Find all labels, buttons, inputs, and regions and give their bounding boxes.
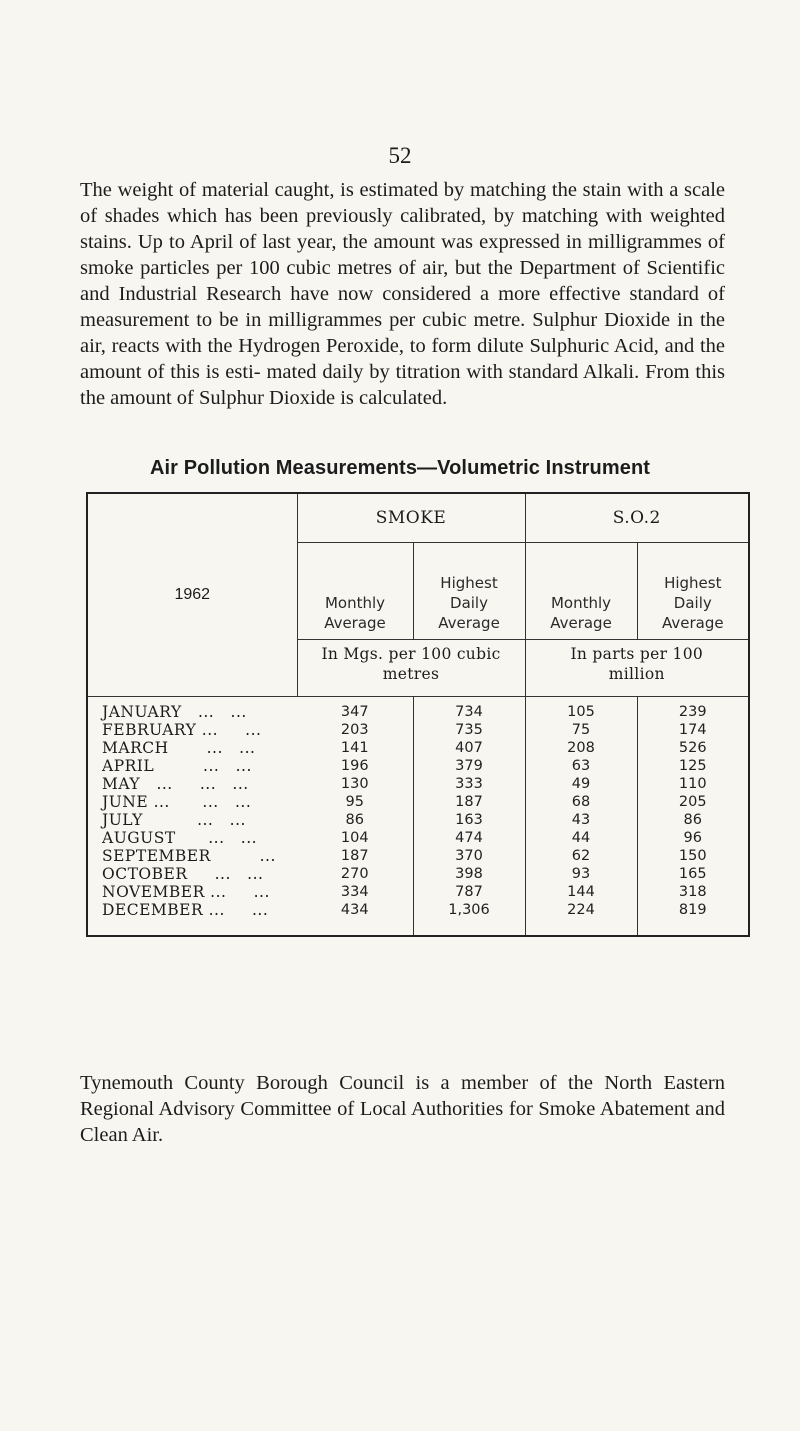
so2-highest-cell: 110 — [637, 775, 749, 793]
table-title: Air Pollution Measurements—Volumetric Instrument — [149, 457, 651, 479]
so2-monthly-cell: 43 — [525, 811, 637, 829]
month-cell: AUGUST ... ... — [102, 829, 258, 847]
smoke-monthly-cell: 434 — [340, 902, 369, 918]
so2-monthly-cell: 49 — [525, 775, 637, 793]
table-row — [87, 757, 749, 775]
smoke-highest-cell: 398 — [413, 865, 525, 883]
so2-highest-cell: 86 — [637, 811, 749, 829]
table-row — [87, 901, 749, 936]
smoke-highest-cell: 187 — [413, 793, 525, 811]
table-row — [87, 829, 749, 847]
table-row — [87, 883, 749, 901]
smoke-header: SMOKE — [297, 493, 525, 543]
smoke-monthly-cell: 141 — [340, 740, 369, 756]
table-row — [87, 865, 749, 883]
smoke-highest-cell: 370 — [413, 847, 525, 865]
smoke-highest-cell: 787 — [413, 883, 525, 901]
air-pollution-table — [86, 492, 750, 937]
month-cell: SEPTEMBER ... — [102, 847, 276, 865]
smoke-monthly-cell: 86 — [345, 812, 364, 828]
month-cell: JANUARY ... ... — [102, 703, 247, 721]
smoke-monthly-cell: 347 — [340, 704, 369, 720]
month-cell: JULY ... ... — [102, 811, 246, 829]
smoke-monthly-cell: 104 — [340, 830, 369, 846]
table-row — [87, 775, 749, 793]
so2-monthly-cell: 75 — [525, 721, 637, 739]
smoke-highest-daily-average-header: Highest Daily Average — [413, 543, 525, 640]
smoke-monthly-cell: 203 — [340, 722, 369, 738]
so2-monthly-cell: 93 — [525, 865, 637, 883]
month-cell: MARCH ... ... — [102, 739, 256, 757]
table-row — [87, 793, 749, 811]
so2-highest-cell: 125 — [637, 757, 749, 775]
smoke-monthly-average-header: Monthly Average — [297, 543, 413, 640]
smoke-monthly-cell: 95 — [345, 794, 364, 810]
so2-header: S.O.2 — [525, 493, 749, 543]
table-row — [87, 739, 749, 757]
so2-highest-cell: 819 — [637, 901, 749, 936]
so2-highest-cell: 96 — [637, 829, 749, 847]
so2-monthly-cell: 105 — [525, 697, 637, 722]
smoke-highest-cell: 1,306 — [413, 901, 525, 936]
so2-highest-cell: 174 — [637, 721, 749, 739]
smoke-highest-cell: 163 — [413, 811, 525, 829]
so2-monthly-cell: 44 — [525, 829, 637, 847]
smoke-highest-cell: 379 — [413, 757, 525, 775]
smoke-highest-cell: 735 — [413, 721, 525, 739]
so2-monthly-average-header: Monthly Average — [525, 543, 637, 640]
so2-monthly-cell: 144 — [525, 883, 637, 901]
smoke-unit-header: In Mgs. per 100 cubic metres — [297, 640, 525, 697]
so2-highest-cell: 150 — [637, 847, 749, 865]
so2-highest-cell: 165 — [637, 865, 749, 883]
so2-monthly-cell: 62 — [525, 847, 637, 865]
table-row — [87, 697, 749, 722]
month-cell: JUNE ... ... ... — [102, 793, 252, 811]
smoke-highest-cell: 333 — [413, 775, 525, 793]
smoke-monthly-cell: 334 — [340, 884, 369, 900]
smoke-highest-cell: 474 — [413, 829, 525, 847]
smoke-highest-cell: 407 — [413, 739, 525, 757]
month-cell: FEBRUARY ... ... — [102, 721, 262, 739]
so2-monthly-cell: 224 — [525, 901, 637, 936]
so2-unit-header: In parts per 100 million — [525, 640, 749, 697]
so2-monthly-cell: 208 — [525, 739, 637, 757]
so2-highest-daily-average-header: Highest Daily Average — [637, 543, 749, 640]
outro-paragraph: Tynemouth County Borough Council is a member of the North Eastern Regional Advisory Committee of Local Authorities for Smoke Abatement and Clean Air. — [80, 1072, 725, 1146]
table-row — [87, 721, 749, 739]
so2-highest-cell: 318 — [637, 883, 749, 901]
month-cell: MAY ... ... ... — [102, 775, 249, 793]
smoke-monthly-cell: 270 — [340, 866, 369, 882]
smoke-monthly-cell: 187 — [340, 848, 369, 864]
intro-paragraph: The weight of material caught, is estimated by matching the stain with a scale of shades which has been previously calibrated, by matching with weighted stains. Up to April of last year, the amount was expressed in milligrammes of smoke particles per 100 cubic metres of air, but the Department of Scientific and Industrial Research have now considered a more effective standard of measurement to be in milligrammes per cubic metre. Sulphur Dioxide in the air, reacts with the Hydrogen Peroxide, to form dilute Sulphuric Acid, and the amount of this is esti- mated daily by titration with standard Alkali. From this the amount of Sulphur Dioxide is calculated. — [80, 179, 725, 409]
year-header: 1962 — [87, 493, 297, 697]
table-row — [87, 811, 749, 829]
page-number: 52 — [388, 143, 412, 168]
smoke-monthly-cell: 196 — [340, 758, 369, 774]
so2-highest-cell: 239 — [637, 697, 749, 722]
so2-highest-cell: 526 — [637, 739, 749, 757]
table-row — [87, 847, 749, 865]
month-cell: OCTOBER ... ... — [102, 865, 264, 883]
so2-monthly-cell: 68 — [525, 793, 637, 811]
month-cell: NOVEMBER ... ... — [102, 883, 270, 901]
so2-monthly-cell: 63 — [525, 757, 637, 775]
month-cell: APRIL ... ... — [102, 757, 252, 775]
so2-highest-cell: 205 — [637, 793, 749, 811]
month-cell: DECEMBER ... ... — [102, 901, 269, 919]
smoke-highest-cell: 734 — [413, 697, 525, 722]
smoke-monthly-cell: 130 — [340, 776, 369, 792]
